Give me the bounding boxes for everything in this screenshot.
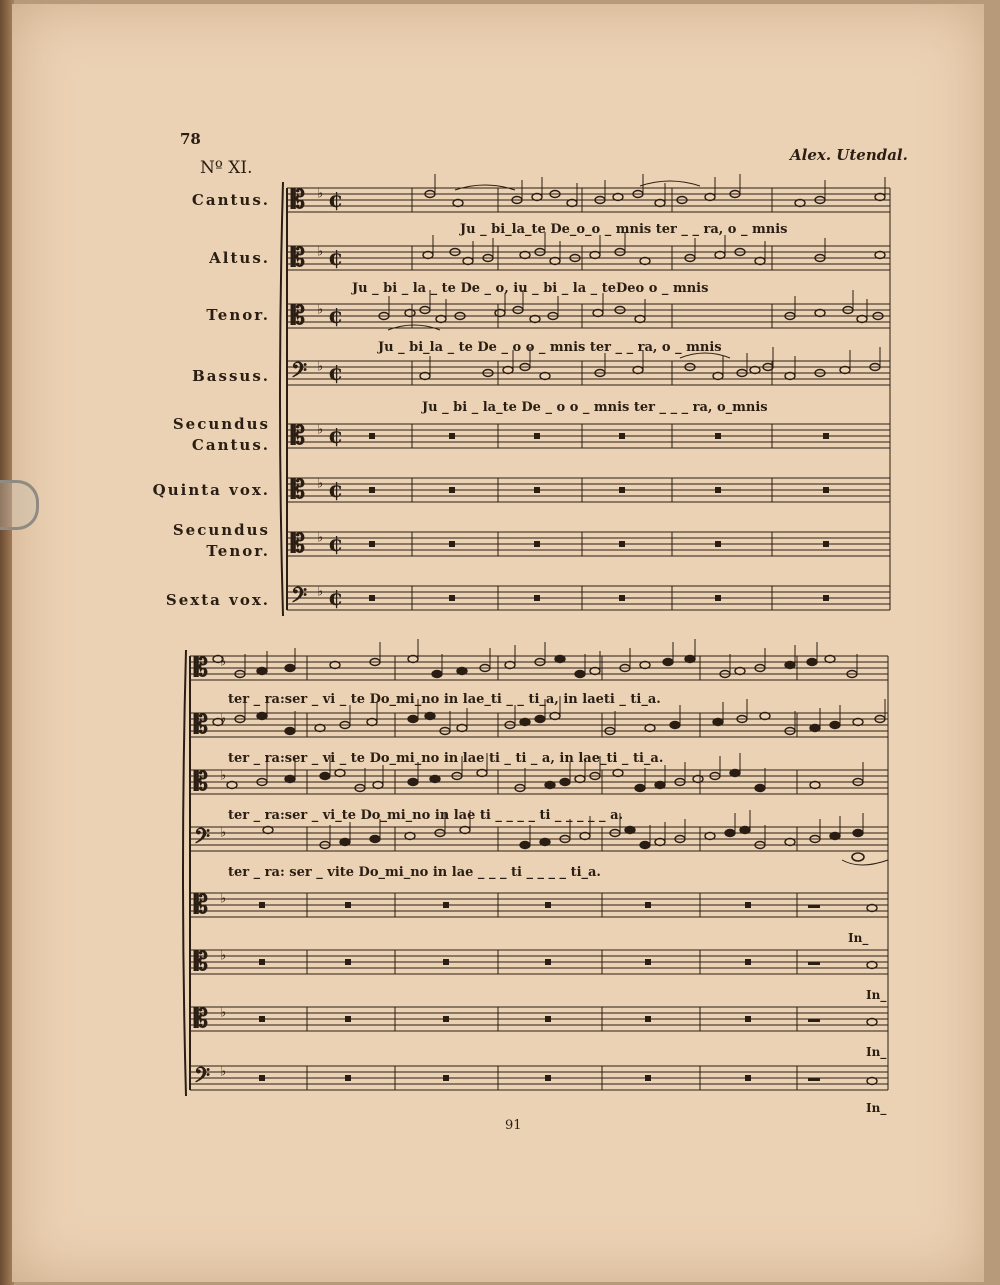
note-head [713, 719, 723, 726]
breve-rest [534, 595, 540, 601]
note-head [436, 316, 446, 323]
note-head [830, 833, 840, 840]
note-head [408, 716, 418, 723]
note-head [285, 728, 295, 735]
note-head [655, 200, 665, 207]
note-head [625, 827, 635, 834]
breve-rest [345, 959, 351, 965]
c-clef: 𝄡 [194, 765, 209, 796]
breve-rest [545, 959, 551, 965]
note-head [520, 842, 530, 849]
voice-label-secundus-tenor: Secundus Tenor. [172, 521, 270, 560]
entry-text: In_ [866, 988, 887, 1002]
note-head [285, 776, 295, 783]
note-head [555, 656, 565, 663]
note-head [540, 839, 550, 846]
note-head [853, 830, 863, 837]
note-head [693, 776, 703, 783]
note-head [730, 770, 740, 777]
half-rest [808, 962, 820, 965]
breve-rest [449, 541, 455, 547]
note-head [655, 839, 665, 846]
note-head [613, 194, 623, 201]
flat-sign: ♭ [220, 1064, 227, 1080]
note-head [725, 830, 735, 837]
breve-rest [715, 541, 721, 547]
note-head [857, 316, 867, 323]
breve-rest [823, 487, 829, 493]
breve-rest [443, 1075, 449, 1081]
breve-rest [259, 959, 265, 965]
note-head [795, 200, 805, 207]
note-head [575, 671, 585, 678]
note-head [530, 316, 540, 323]
note-head [330, 662, 340, 669]
breve-rest [619, 433, 625, 439]
note-head [633, 367, 643, 374]
breve-rest [443, 1016, 449, 1022]
breve-rest [449, 595, 455, 601]
breve-rest [545, 1075, 551, 1081]
breve-rest [823, 541, 829, 547]
composer-name: Alex. Utendal. [790, 146, 908, 164]
note-head [520, 252, 530, 259]
breve-rest [823, 595, 829, 601]
slur [640, 181, 700, 186]
note-head [340, 839, 350, 846]
note-head [550, 258, 560, 265]
flat-sign: ♭ [317, 422, 324, 438]
note-head [453, 200, 463, 207]
signature-number: 91 [505, 1118, 522, 1133]
system-brace [183, 650, 186, 1096]
flat-sign: ♭ [317, 530, 324, 546]
note-head [560, 779, 570, 786]
flat-sign: ♭ [317, 476, 324, 492]
note-head [567, 200, 577, 207]
note-head [423, 252, 433, 259]
time-signature: ¢ [328, 303, 344, 330]
breve-rest [259, 1075, 265, 1081]
half-rest [808, 1078, 820, 1081]
flat-sign: ♭ [317, 584, 324, 600]
breve-rest [745, 959, 751, 965]
breve-rest [345, 1075, 351, 1081]
breve-rest [545, 902, 551, 908]
note-head [655, 782, 665, 789]
note-head [257, 668, 267, 675]
breve-rest [369, 433, 375, 439]
breve-rest [449, 433, 455, 439]
breve-rest [369, 487, 375, 493]
c-clef: 𝄡 [291, 299, 306, 330]
note-head [670, 722, 680, 729]
time-signature: ¢ [328, 477, 344, 504]
voice-label-bassus: Bassus. [192, 367, 270, 385]
breve-rest [259, 902, 265, 908]
note-head [867, 1078, 877, 1085]
breve-rest [345, 1016, 351, 1022]
breve-rest [369, 541, 375, 547]
note-head [785, 373, 795, 380]
breve-rest [534, 541, 540, 547]
note-head [613, 770, 623, 777]
c-clef: 𝄡 [291, 183, 306, 214]
note-head [740, 827, 750, 834]
note-head [408, 779, 418, 786]
breve-rest [645, 1016, 651, 1022]
voice-label-cantus: Cantus. [191, 191, 270, 209]
voice-label-altus: Altus. [209, 249, 270, 267]
c-clef: 𝄡 [291, 419, 306, 450]
breve-rest [715, 595, 721, 601]
breve-rest [443, 959, 449, 965]
note-head [257, 713, 267, 720]
note-head [370, 836, 380, 843]
breve-rest [345, 902, 351, 908]
note-head [840, 367, 850, 374]
flat-sign: ♭ [317, 359, 324, 375]
flat-sign: ♭ [317, 302, 324, 318]
note-head [852, 853, 864, 861]
note-head [535, 716, 545, 723]
breve-rest [534, 487, 540, 493]
note-head [495, 310, 505, 317]
c-clef: 𝄡 [194, 708, 209, 739]
note-head [635, 785, 645, 792]
note-head [685, 656, 695, 663]
note-head [320, 773, 330, 780]
note-head [285, 665, 295, 672]
flat-sign: ♭ [317, 244, 324, 260]
bass-clef: 𝄢 [291, 356, 308, 387]
note-head [853, 719, 863, 726]
note-head [315, 725, 325, 732]
note-head [420, 373, 430, 380]
note-head [867, 1019, 877, 1026]
note-head [593, 310, 603, 317]
breve-rest [645, 902, 651, 908]
note-head [713, 373, 723, 380]
lyric-line: Ju _ bi_la_te De_o_o _ mnis ter _ _ ra, o _ mnis [460, 222, 788, 237]
piece-number: Nº XI. [200, 158, 253, 178]
note-head [227, 782, 237, 789]
breve-rest [534, 433, 540, 439]
note-head [463, 258, 473, 265]
note-head [405, 310, 415, 317]
breve-rest [715, 487, 721, 493]
bass-clef: 𝄢 [194, 1061, 211, 1092]
bass-clef: 𝄢 [194, 822, 211, 853]
note-head [520, 719, 530, 726]
note-head [830, 722, 840, 729]
note-head [373, 782, 383, 789]
note-head [640, 842, 650, 849]
note-head [640, 662, 650, 669]
voice-label-sexta-vox: Sexta vox. [165, 591, 270, 609]
lyric-line: ter _ ra: ser _ vite Do_mi_no in lae _ _ _ ti _ _ _ _ ti_a. [228, 865, 601, 880]
lyric-line: Ju _ bi _ la_te De _ o o _ mnis ter _ _ _ ra, o_mnis [422, 400, 768, 415]
note-head [705, 833, 715, 840]
half-rest [808, 905, 820, 908]
note-head [425, 713, 435, 720]
breve-rest [745, 1016, 751, 1022]
note-head [335, 770, 345, 777]
note-head [635, 316, 645, 323]
note-head [867, 962, 877, 969]
note-head [785, 839, 795, 846]
c-clef: 𝄡 [194, 945, 209, 976]
flat-sign: ♭ [220, 711, 227, 727]
breve-rest [619, 487, 625, 493]
entry-text: In_ [848, 931, 869, 945]
note-head [867, 905, 877, 912]
system-brace [280, 182, 283, 616]
breve-rest [545, 1016, 551, 1022]
c-clef: 𝄡 [291, 241, 306, 272]
note-head [503, 367, 513, 374]
breve-rest [745, 1075, 751, 1081]
note-head [408, 656, 418, 663]
note-head [457, 725, 467, 732]
flat-sign: ♭ [220, 1005, 227, 1021]
flat-sign: ♭ [317, 186, 324, 202]
note-head [540, 373, 550, 380]
note-head [663, 659, 673, 666]
note-head [580, 833, 590, 840]
lyric-line: Ju _ bi _ la _ te De _ o, iu _ bi _ la _ teDeo o _ mnis [352, 281, 709, 296]
note-head [545, 782, 555, 789]
note-head [705, 194, 715, 201]
flat-sign: ♭ [220, 948, 227, 964]
note-head [715, 252, 725, 259]
note-head [640, 258, 650, 265]
breve-rest [619, 541, 625, 547]
note-head [785, 662, 795, 669]
time-signature: ¢ [328, 423, 344, 450]
note-head [590, 668, 600, 675]
note-head [750, 367, 760, 374]
note-head [575, 776, 585, 783]
note-head [457, 668, 467, 675]
breve-rest [645, 1075, 651, 1081]
note-head [875, 194, 885, 201]
time-signature: ¢ [328, 585, 344, 612]
note-head [505, 662, 515, 669]
lyric-line: ter _ ra:ser _ vi_te Do_mi_no in lae ti _ _ _ _ ti _ _ _ _ _ a. [228, 808, 624, 823]
time-signature: ¢ [328, 245, 344, 272]
note-head [807, 659, 817, 666]
voice-label-tenor: Tenor. [206, 306, 270, 324]
note-head [590, 252, 600, 259]
note-head [755, 785, 765, 792]
lyric-line: Ju _ bi_la _ te De _ o o _ mnis ter _ _ ra, o _ mnis [378, 340, 722, 355]
flat-sign: ♭ [220, 654, 227, 670]
note-head [810, 782, 820, 789]
voice-label-secundus-cantus: Secundus Cantus. [172, 415, 270, 454]
c-clef: 𝄡 [194, 888, 209, 919]
breve-rest [745, 902, 751, 908]
note-head [810, 725, 820, 732]
note-head [760, 713, 770, 720]
flat-sign: ♭ [220, 825, 227, 841]
note-head [460, 827, 470, 834]
c-clef: 𝄡 [291, 473, 306, 504]
c-clef: 𝄡 [194, 1002, 209, 1033]
flat-sign: ♭ [220, 891, 227, 907]
flat-sign: ♭ [220, 768, 227, 784]
time-signature: ¢ [328, 360, 344, 387]
bass-clef: 𝄢 [291, 581, 308, 612]
time-signature: ¢ [328, 531, 344, 558]
note-head [432, 671, 442, 678]
breve-rest [619, 595, 625, 601]
c-clef: 𝄡 [194, 651, 209, 682]
breve-rest [369, 595, 375, 601]
note-head [645, 725, 655, 732]
breve-rest [645, 959, 651, 965]
note-head [550, 713, 560, 720]
lyric-line: ter _ ra:ser _ vi _ te Do_mi_no in lae_ti _ _ ti_a, in laeti _ ti_a. [228, 692, 661, 707]
entry-text: In_ [866, 1045, 887, 1059]
time-signature: ¢ [328, 187, 344, 214]
note-head [263, 827, 273, 834]
breve-rest [259, 1016, 265, 1022]
note-head [405, 833, 415, 840]
note-head [735, 668, 745, 675]
note-head [430, 776, 440, 783]
voice-label-quinta-vox: Quinta vox. [152, 481, 270, 499]
note-head [532, 194, 542, 201]
note-head [755, 258, 765, 265]
note-head [477, 770, 487, 777]
c-clef: 𝄡 [291, 527, 306, 558]
note-head [815, 310, 825, 317]
entry-text: In_ [866, 1101, 887, 1115]
lyric-line: ter _ ra:ser _ vi _ te Do_mi_no in lae ti _ ti _ a, in lae_ti _ ti_a. [228, 751, 664, 766]
slur [842, 860, 888, 865]
half-rest [808, 1019, 820, 1022]
note-head [367, 719, 377, 726]
note-head [825, 656, 835, 663]
breve-rest [443, 902, 449, 908]
breve-rest [823, 433, 829, 439]
page-number: 78 [180, 130, 201, 148]
breve-rest [449, 487, 455, 493]
note-head [875, 252, 885, 259]
breve-rest [715, 433, 721, 439]
